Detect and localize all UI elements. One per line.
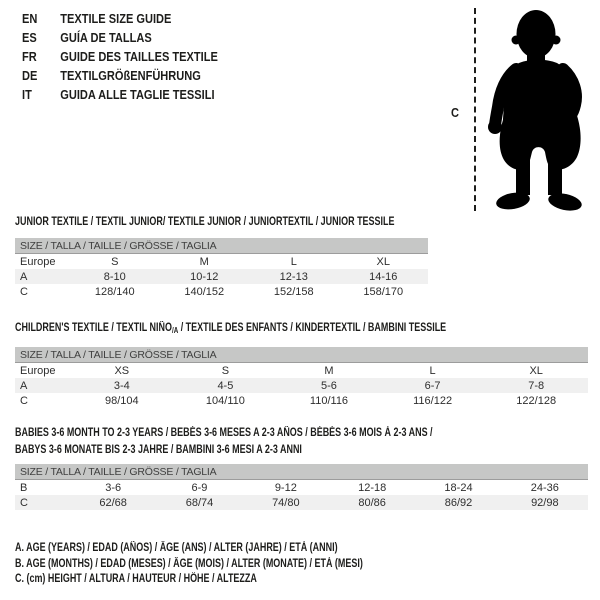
- size-header-bar: SIZE / TALLA / TAILLE / GRÖSSE / TAGLIA: [15, 238, 428, 254]
- lang-title: TEXTILE SIZE GUIDE: [60, 11, 172, 26]
- language-title-list: [22, 9, 252, 104]
- lang-row-fr: [22, 47, 218, 66]
- table-row: [15, 495, 588, 510]
- lang-title: GUÍA DE TALLAS: [60, 30, 152, 45]
- babies-table-title-line2: BABYS 3-6 MONATE BIS 2-3 JAHRE / BAMBINI 3-6 MESI A 2-3 ANNI: [15, 444, 302, 456]
- table-row: [15, 480, 588, 495]
- table-cell: A: [20, 270, 28, 283]
- table-cell: XL: [376, 255, 390, 268]
- junior-table-title: [15, 213, 501, 230]
- table-cell: 128/140: [94, 285, 135, 298]
- table-cell: 9-12: [274, 481, 297, 494]
- height-measure-dashed-line: [474, 8, 476, 211]
- table-row: [15, 393, 588, 408]
- table-cell: 68/74: [185, 496, 214, 509]
- table-cell: 104/110: [205, 394, 245, 407]
- table-cell: 3-4: [113, 379, 130, 392]
- junior-table-title-text: JUNIOR TEXTILE / TEXTIL JUNIOR/ TEXTILE JUNIOR / JUNIORTEXTIL / JUNIOR TESSILE: [15, 216, 395, 228]
- table-cell: C: [20, 496, 28, 509]
- table-cell: 140/152: [184, 285, 225, 298]
- table-cell: 12-13: [279, 270, 308, 283]
- table-cell: 7-8: [528, 379, 545, 392]
- lang-row-de: [22, 66, 218, 85]
- baby-silhouette-icon: [486, 7, 592, 211]
- lang-code: DE: [22, 68, 38, 83]
- size-header-bar: SIZE / TALLA / TAILLE / GRÖSSE / TAGLIA: [15, 347, 588, 363]
- table-cell: 152/158: [273, 285, 314, 298]
- lang-title: GUIDE DES TAILLES TEXTILE: [60, 49, 218, 64]
- junior-size-table: [15, 238, 428, 299]
- table-cell: 122/128: [516, 394, 557, 407]
- table-body: [15, 363, 588, 408]
- lang-code: ES: [22, 30, 37, 45]
- lang-title: TEXTILGRÖßENFÜHRUNG: [60, 68, 201, 83]
- lang-row-en: [22, 9, 218, 28]
- table-cell: XL: [529, 364, 543, 377]
- table-row: [15, 284, 428, 299]
- table-cell: 6-9: [191, 481, 208, 494]
- lang-row-it: [22, 85, 218, 104]
- table-body: [15, 480, 588, 510]
- table-cell: 18-24: [444, 481, 473, 494]
- table-row: [15, 363, 588, 378]
- table-cell: 10-12: [190, 270, 219, 283]
- table-cell: L: [290, 255, 297, 268]
- table-cell: Europe: [20, 255, 56, 268]
- children-table-title: [15, 319, 568, 338]
- table-cell: L: [429, 364, 436, 377]
- table-cell: 12-18: [358, 481, 387, 494]
- lang-code: FR: [22, 49, 37, 64]
- table-cell: 3-6: [105, 481, 122, 494]
- height-measure-label: C: [451, 105, 459, 120]
- table-cell: A: [20, 379, 28, 392]
- table-cell: M: [324, 364, 334, 377]
- footnote-c: C. (cm) HEIGHT / ALTURA / HAUTEUR / HÖHE / ALTEZZA: [15, 573, 257, 585]
- table-cell: 5-6: [321, 379, 337, 392]
- table-cell: 92/98: [531, 496, 559, 509]
- table-cell: C: [20, 394, 28, 407]
- lang-code: IT: [22, 87, 32, 102]
- table-cell: B: [20, 481, 28, 494]
- table-row: [15, 254, 428, 269]
- table-cell: 98/104: [104, 394, 139, 407]
- table-cell: S: [221, 364, 230, 377]
- table-cell: 110/116: [309, 394, 349, 407]
- lang-title: GUIDA ALLE TAGLIE TESSILI: [60, 87, 215, 102]
- table-cell: XS: [114, 364, 130, 377]
- table-cell: 80/86: [358, 496, 386, 509]
- babies-size-table: [15, 464, 588, 510]
- children-size-table: [15, 347, 588, 408]
- footnote-a: A. AGE (YEARS) / EDAD (AÑOS) / ÂGE (ANS) / ALTER (JAHRE) / ETÀ (ANNI): [15, 542, 338, 554]
- table-cell: 14-16: [369, 270, 398, 283]
- table-cell: 6-7: [424, 379, 441, 392]
- table-cell: 4-5: [217, 379, 234, 392]
- table-cell: 86/92: [444, 496, 473, 509]
- table-cell: 62/68: [99, 496, 127, 509]
- babies-table-title-line1: BABIES 3-6 MONTH TO 2-3 YEARS / BEBÉS 3-6 MESES A 2-3 AÑOS / BÉBÉS 3-6 MOIS À 2-3 ANS /: [15, 427, 433, 439]
- table-row: [15, 269, 428, 284]
- table-row: [15, 378, 588, 393]
- lang-row-es: [22, 28, 218, 47]
- table-cell: 74/80: [272, 496, 300, 509]
- table-cell: C: [20, 285, 28, 298]
- babies-table-title: [15, 424, 550, 458]
- size-header-bar: SIZE / TALLA / TAILLE / GRÖSSE / TAGLIA: [15, 464, 588, 480]
- table-cell: M: [199, 255, 209, 268]
- table-cell: 24-36: [530, 481, 559, 494]
- lang-code: EN: [22, 11, 38, 26]
- children-table-title-text: CHILDREN'S TEXTILE / TEXTIL $NIÑO_{/A}$ / TEXTILE DES ENFANTS / KINDERTEXTIL / BAMBINI TESSILE: [15, 322, 447, 335]
- table-cell: 116/122: [413, 394, 453, 407]
- footnote-b: B. AGE (MONTHS) / EDAD (MESES) / ÂGE (MOIS) / ALTER (MONATE) / ETÀ (MESI): [15, 557, 363, 570]
- table-cell: S: [111, 255, 119, 268]
- table-body: [15, 254, 428, 299]
- table-cell: Europe: [20, 364, 56, 377]
- legend-footnotes: [15, 538, 461, 585]
- table-cell: 158/170: [363, 285, 404, 298]
- table-cell: 8-10: [103, 270, 126, 283]
